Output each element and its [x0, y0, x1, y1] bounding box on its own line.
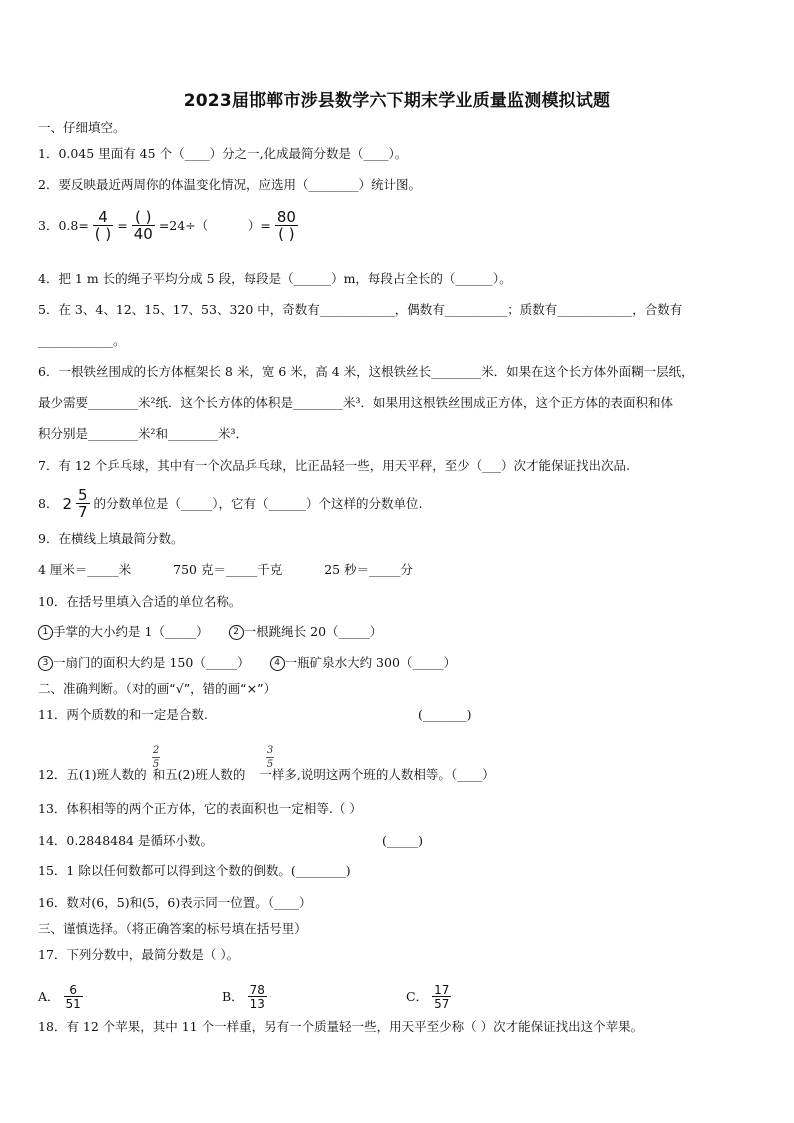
question-18: 18．有 12 个苹果，其中 11 个一样重，另有一个质量轻一些，用天平至少称（ ）次才能保证找出这个苹果。 — [38, 1019, 644, 1034]
fraction-bar — [152, 757, 160, 758]
question-14-answer-paren: (_____) — [382, 833, 424, 848]
question-5-line-2: ____________。 — [38, 333, 126, 348]
question-3-prefix: 3．0.8= — [38, 218, 89, 233]
denominator: ( ) — [94, 225, 112, 243]
question-16: 16．数对(6，5)和(5，6)表示同一位置。（____） — [38, 895, 312, 910]
denominator: 57 — [434, 997, 450, 1011]
question-12-prefix: 12．五(1)班人数的 — [38, 767, 147, 782]
question-10-row-1 — [38, 624, 382, 640]
question-2: 2．要反映最近两周你的体温变化情况，应选用（________）统计图。 — [38, 177, 421, 192]
numerator: 17 — [434, 983, 450, 997]
fraction-blank-over-40 — [132, 210, 155, 242]
question-11-answer-paren: (_______) — [418, 707, 472, 722]
circled-number-1: 1 — [38, 625, 53, 640]
question-9: 9．在横线上填最简分数。 — [38, 531, 184, 546]
section-heading-fill-in: 一、仔细填空。 — [38, 120, 126, 135]
option-c-fraction — [432, 984, 451, 1010]
question-4: 4．把 1 m 长的绳子平均分成 5 段，每段是（______）m，每段占全长的（______）。 — [38, 271, 512, 286]
numerator: 5 — [77, 486, 88, 504]
numerator: ( ) — [135, 208, 152, 226]
question-5-line-1: 5．在 3、4、12、15、17、53、320 中，奇数有____________，偶数有__________；质数有____________，合数有 — [38, 302, 683, 317]
question-1: 1．0.045 里面有 45 个（____）分之一,化成最简分数是（____）。 — [38, 146, 408, 161]
option-b-label: B． — [222, 989, 244, 1004]
question-8-rest: 的分数单位是（_____），它有（______）个这样的分数单位. — [93, 496, 423, 511]
equals-sign: = — [117, 218, 128, 233]
section-heading-judgement: 二、准确判断。（对的画“√”，错的画“×”） — [38, 681, 277, 696]
question-6-line-3: 积分别是________米²和________米³． — [38, 426, 249, 441]
question-8-prefix: 8． — [38, 496, 59, 511]
fraction-4-over-blank — [93, 210, 113, 242]
question-9-item-b: 750 克＝_____千克 — [173, 562, 283, 577]
numerator: 3 — [266, 745, 274, 756]
section-heading-choice: 三、谨慎选择。（将正确答案的标号填在括号里） — [38, 921, 307, 936]
question-3-middle: =24÷（ ）= — [158, 218, 271, 233]
fraction-5-over-7 — [76, 488, 90, 520]
option-b-fraction — [248, 984, 267, 1010]
question-9-item-c: 25 秒＝_____分 — [324, 562, 413, 577]
denominator: 5 — [266, 759, 274, 770]
question-11-text: 11．两个质数的和一定是合数. — [38, 707, 208, 722]
numerator: 6 — [69, 983, 77, 997]
question-10-item-1: 手掌的大小约是 1（_____） — [53, 624, 209, 639]
question-17-options — [38, 976, 558, 1011]
question-10-item-4: 一瓶矿泉水大约 300（_____） — [284, 655, 457, 670]
question-6-line-1: 6．一根铁丝围成的长方体框架长 8 米，宽 6 米，高 4 米，这根铁丝长________米．如果在这个长方体外面糊一层纸， — [38, 364, 694, 379]
question-12-rest: 一样多,说明这两个班的人数相等。（____） — [259, 767, 495, 782]
question-9-item-a: 4 厘米＝_____米 — [38, 562, 132, 577]
question-12-middle: 和五(2)班人数的 — [152, 767, 246, 782]
option-a-label: A． — [38, 989, 60, 1004]
question-6-line-2: 最少需要________米²纸．这个长方体的体积是________米³．如果用这根铁丝围成正方体，这个正方体的表面积和体 — [38, 395, 674, 410]
mixed-number-whole: 2 — [62, 495, 72, 513]
option-c[interactable] — [406, 984, 451, 1010]
circled-number-2: 2 — [229, 625, 244, 640]
denominator: ( ) — [275, 225, 298, 242]
numerator: 78 — [249, 983, 265, 997]
numerator: 2 — [152, 745, 160, 756]
denominator: 5 — [152, 759, 160, 770]
question-13: 13．体积相等的两个正方体，它的表面积也一定相等.（ ） — [38, 801, 362, 816]
question-7: 7．有 12 个乒乓球，其中有一个次品乒乓球，比正品轻一些，用天平秤，至少（___）次才能保证找出次品. — [38, 458, 631, 473]
option-a[interactable] — [38, 984, 83, 1010]
question-11 — [38, 707, 208, 723]
question-3 — [38, 210, 298, 242]
page-title: 2023届邯郸市涉县数学六下期末学业质量监测模拟试题 — [183, 91, 611, 111]
option-a-fraction — [64, 984, 83, 1010]
denominator: 51 — [65, 997, 81, 1011]
numerator: 4 — [98, 208, 108, 226]
circled-number-3: 3 — [38, 656, 53, 671]
question-9-items — [38, 562, 413, 578]
fraction-80-over-blank — [275, 210, 298, 242]
question-10-item-2: 一根跳绳长 20（_____） — [243, 624, 383, 639]
option-c-label: C． — [406, 989, 429, 1004]
question-10-row-2 — [38, 655, 456, 671]
question-12 — [38, 767, 495, 783]
denominator: 13 — [249, 997, 265, 1011]
fraction-bar — [266, 757, 274, 758]
denominator: 7 — [77, 503, 88, 521]
question-10-item-3: 一扇门的面积大约是 150（_____） — [53, 655, 250, 670]
option-b[interactable] — [222, 984, 267, 1010]
numerator: 80 — [276, 208, 296, 226]
denominator: 40 — [133, 225, 153, 243]
question-15: 15．1 除以任何数都可以得到这个数的倒数。(________) — [38, 863, 351, 878]
circled-number-4: 4 — [270, 656, 285, 671]
question-14-text: 14．0.2848484 是循环小数。 — [38, 833, 213, 848]
question-10: 10．在括号里填入合适的单位名称。 — [38, 594, 242, 609]
question-8 — [38, 488, 422, 520]
question-17: 17．下列分数中，最简分数是（ ）。 — [38, 947, 240, 962]
question-14 — [38, 833, 213, 849]
